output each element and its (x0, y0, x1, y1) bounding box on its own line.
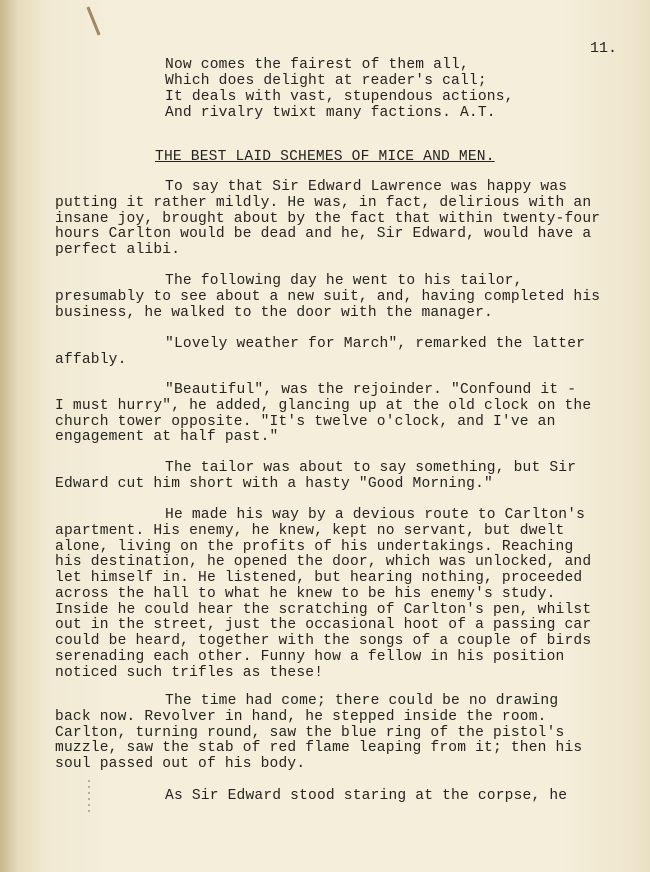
verse-line: Now comes the fairest of them all, (165, 57, 469, 73)
paragraph-first-line: The time had come; there could be no drawing (165, 693, 559, 709)
verse-line: And rivalry twixt many factions. A.T. (165, 105, 496, 121)
paragraph-line: perfect alibi. (55, 242, 181, 258)
paragraph-line: business, he walked to the door with the manager. (55, 304, 493, 321)
paragraph-line: could be heard, together with the songs of a couple of birds (55, 633, 592, 649)
paragraph-first-line: The following day he went to his tailor, (165, 273, 523, 289)
paragraph-line: apartment. His enemy, he knew, kept no servant, but dwelt (55, 522, 565, 539)
paragraph-line: church tower opposite. "It's twelve o'clock, and I've an (55, 413, 556, 430)
paragraph-first-line: The tailor was about to say something, but Sir (165, 460, 577, 476)
page-number: 11. (590, 40, 618, 57)
story-title: THE BEST LAID SCHEMES OF MICE AND MEN. (155, 149, 495, 165)
paragraph-line: I must hurry", he added, glancing up at the old clock on the (55, 397, 592, 414)
paragraph-first-line: "Beautiful", was the rejoinder. "Confound it - (165, 382, 577, 398)
paragraph-line: noticed such trifles as these! (55, 664, 324, 681)
paragraph-line: out in the street, just the occasional hoot of a passing car (55, 617, 592, 634)
paragraph-first-line: He made his way by a devious route to Carlton's (165, 507, 586, 523)
paragraph-line: his destination, he opened the door, which was unlocked, and (55, 554, 592, 571)
paragraph-first-line: As Sir Edward stood staring at the corpse, he (165, 788, 568, 804)
paragraph-line: hours Carlton would be dead and he, Sir Edward, would have a (55, 226, 592, 243)
ink-mark (86, 7, 100, 36)
paragraph-line: soul passed out of his body. (55, 756, 306, 772)
margin-dots (88, 780, 90, 814)
paragraph-line: serenading each other. Funny how a fellow in his position (55, 648, 565, 665)
paragraph-first-line: To say that Sir Edward Lawrence was happy was (165, 179, 568, 195)
verse-line: Which does delight at reader's call; (165, 73, 487, 89)
paragraph-line: Edward cut him short with a hasty "Good Morning." (55, 475, 493, 492)
paragraph-line: presumably to see about a new suit, and, having completed his (55, 288, 601, 305)
paragraph-line: insane joy, brought about by the fact that within twenty-four (55, 210, 601, 227)
paragraph-line: putting it rather mildly. He was, in fact, delirious with an (55, 194, 592, 211)
verse-line: It deals with vast, stupendous actions, (165, 89, 514, 105)
paragraph-line: engagement at half past." (55, 429, 279, 446)
paragraph-line: Carlton, turning round, saw the blue ring of the pistol's (55, 724, 565, 741)
paragraph-line: let himself in. He listened, but hearing nothing, proceeded (55, 570, 583, 586)
paragraph-line: Inside he could hear the scratching of Carlton's pen, whilst (55, 601, 592, 618)
paragraph-line: affably. (55, 351, 127, 368)
paragraph-line: alone, living on the profits of his undertakings. Reaching (55, 538, 574, 555)
paragraph-first-line: "Lovely weather for March", remarked the latter (165, 336, 586, 352)
paragraph-line: across the hall to what he knew to be his enemy's study. (55, 585, 556, 602)
paragraph-line: back now. Revolver in hand, he stepped inside the room. (55, 708, 547, 725)
paragraph-line: muzzle, saw the stab of red flame leaping from it; then his (55, 740, 583, 757)
